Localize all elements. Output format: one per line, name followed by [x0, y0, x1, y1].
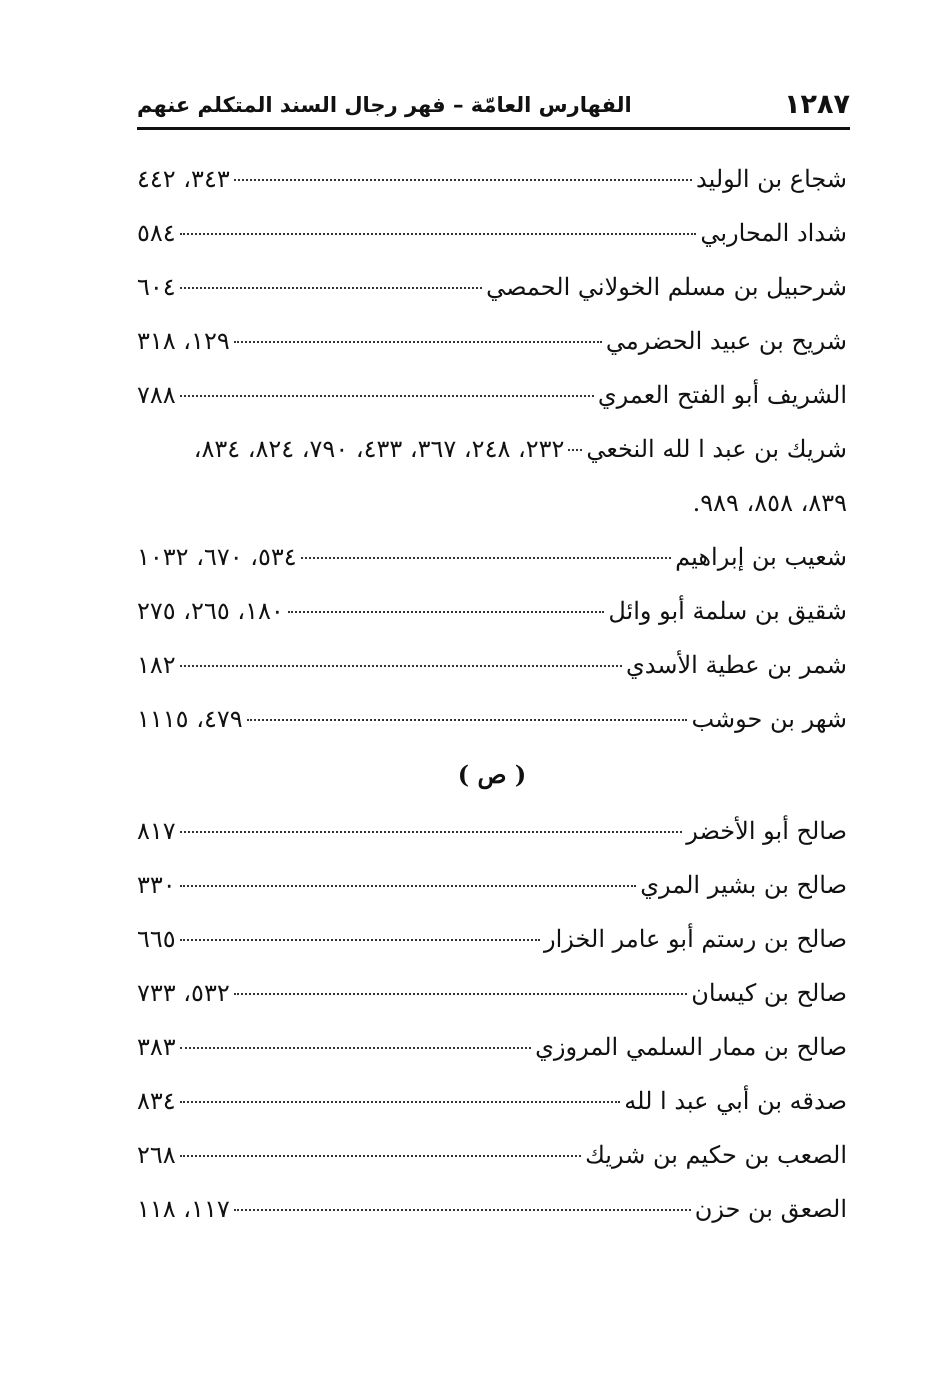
- index-entry: [137, 422, 847, 476]
- entry-pages: ٢٦٨: [137, 1141, 176, 1169]
- entry-name: صالح بن كيسان: [691, 979, 847, 1007]
- index-entry: [137, 1182, 847, 1236]
- index-entry: [137, 1020, 847, 1074]
- entry-pages: ٢٣٢، ٢٤٨، ٣٦٧، ٤٣٣، ٧٩٠، ٨٢٤، ٨٣٤،: [193, 435, 565, 463]
- entry-name: شريح بن عبيد الحضرمي: [605, 327, 847, 355]
- entry-name: الشريف أبو الفتح العمري: [597, 381, 847, 409]
- index-entry: [137, 858, 847, 912]
- dot-leader: [180, 665, 622, 667]
- index-entry: [137, 1074, 847, 1128]
- dot-leader: [180, 1155, 581, 1157]
- entry-name: صالح بن رستم أبو عامر الخزار: [544, 925, 847, 953]
- dot-leader: [288, 611, 605, 613]
- dot-leader: [234, 179, 692, 181]
- entry-name: الصعب بن حكيم بن شريك: [585, 1141, 847, 1169]
- index-entry: [137, 152, 847, 206]
- entry-pages: ٥٣٢، ٧٣٣: [137, 979, 230, 1007]
- entry-pages: ١١٧، ١١٨: [137, 1195, 230, 1223]
- index-entry: [137, 804, 847, 858]
- dot-leader: [180, 287, 482, 289]
- entry-name: الصعق بن حزن: [694, 1195, 847, 1223]
- dot-leader: [234, 341, 602, 343]
- entry-pages: ٦٠٤: [137, 273, 176, 301]
- dot-leader: [180, 939, 540, 941]
- page-number: ١٢٨٧: [784, 89, 850, 120]
- entry-pages: ١٢٩، ٣١٨: [137, 327, 230, 355]
- entry-name: شهر بن حوشب: [691, 705, 847, 733]
- index-entry: [137, 638, 847, 692]
- entry-name: شقيق بن سلمة أبو وائل: [608, 597, 847, 625]
- index-entry: [137, 314, 847, 368]
- header-rule: [137, 127, 850, 130]
- section-heading-sad: ( ص ): [457, 760, 527, 789]
- dot-leader: [234, 993, 688, 995]
- dot-leader: [180, 395, 594, 397]
- entry-pages: ٣٨٣: [137, 1033, 176, 1061]
- dot-leader: [180, 885, 637, 887]
- entry-pages: ٥٨٤: [137, 219, 176, 247]
- dot-leader: [180, 831, 683, 833]
- entry-name: صالح بن بشير المري: [640, 871, 847, 899]
- index-entry: [137, 206, 847, 260]
- dot-leader: [568, 449, 582, 451]
- entry-pages: ٧٨٨: [137, 381, 176, 409]
- dot-leader: [234, 1209, 691, 1211]
- entry-name: شرحبيل بن مسلم الخولاني الحمصي: [486, 273, 847, 301]
- entry-name: صالح بن ممار السلمي المروزي: [535, 1033, 847, 1061]
- entry-name: صدقه بن أبي عبد ا لله: [624, 1087, 847, 1115]
- index-entry: [137, 1128, 847, 1182]
- dot-leader: [180, 1101, 621, 1103]
- index-entry: [137, 368, 847, 422]
- entry-name: شريك بن عبد ا لله النخعي: [586, 435, 847, 463]
- page-header: [137, 88, 850, 128]
- dot-leader: [247, 719, 688, 721]
- entry-pages: ١٨٢: [137, 651, 176, 679]
- index-entry: [137, 584, 847, 638]
- index-entry: [137, 692, 847, 746]
- entry-pages-continuation: ٨٣٩، ٨٥٨، ٩٨٩.: [692, 489, 847, 517]
- entry-pages: ٣٤٣، ٤٤٢: [137, 165, 230, 193]
- entry-pages: ٨٣٤: [137, 1087, 176, 1115]
- index-entry: [137, 912, 847, 966]
- entry-pages: ٤٧٩، ١١١٥: [137, 705, 243, 733]
- dot-leader: [180, 1047, 531, 1049]
- running-title: الفهارس العامّة – فهر رجال السند المتكلم عنهم: [137, 93, 632, 117]
- entry-name: شجاع بن الوليد: [696, 165, 847, 193]
- entry-pages: ٦٦٥: [137, 925, 176, 953]
- index-entry: [137, 966, 847, 1020]
- index-entry: [137, 260, 847, 314]
- dot-leader: [180, 233, 697, 235]
- entry-name: صالح أبو الأخضر: [686, 817, 847, 845]
- index-entries: [137, 152, 847, 1236]
- entry-pages: ٣٣٠: [137, 871, 176, 899]
- entry-name: شمر بن عطية الأسدي: [625, 651, 847, 679]
- entry-pages: ٥٣٤، ٦٧٠، ١٠٣٢: [137, 543, 297, 571]
- index-entry: [137, 530, 847, 584]
- entry-pages: ٨١٧: [137, 817, 176, 845]
- dot-leader: [301, 557, 672, 559]
- entry-name: شداد المحاربي: [700, 219, 847, 247]
- entry-pages: ١٨٠، ٢٦٥، ٢٧٥: [137, 597, 284, 625]
- entry-name: شعيب بن إبراهيم: [675, 543, 847, 571]
